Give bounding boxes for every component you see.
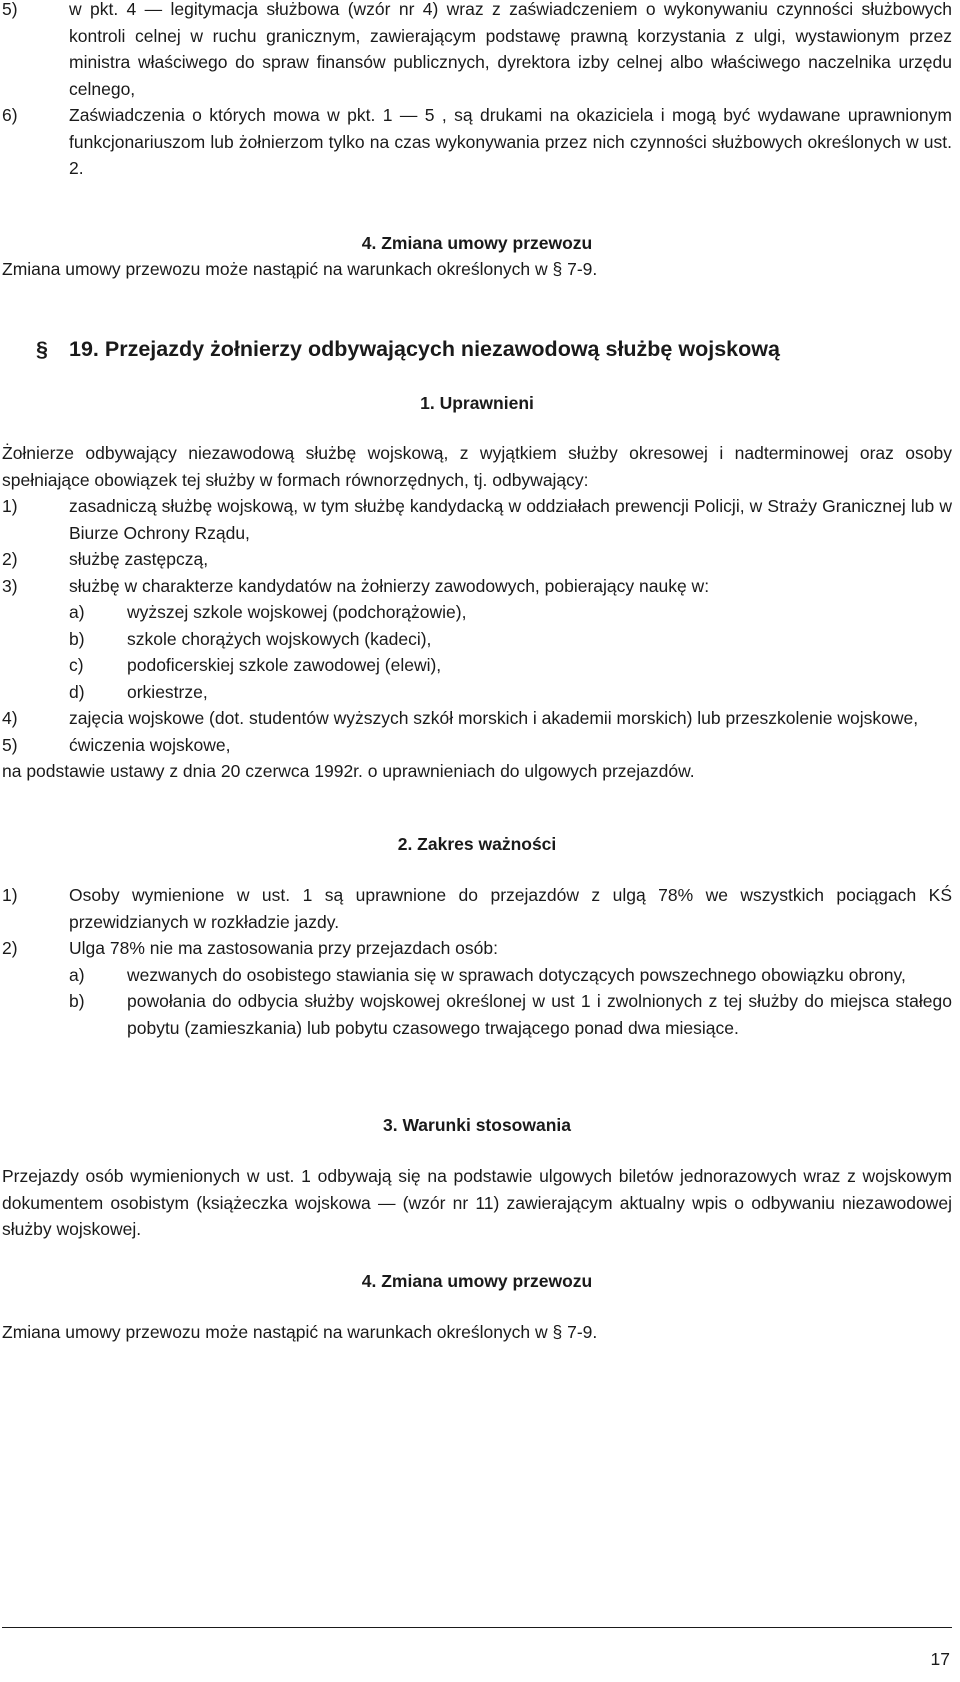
list-number: b) (69, 628, 85, 649)
list-number: c) (69, 655, 84, 675)
list-text: Zaświadczenia o których mowa w pkt. 1 — 5 , są drukami na okaziciela i mogą być wydawane uprawnionym funkcjonariuszom lub żołnierzom tylko na czas wykonywania przez nich czynności służbowych określonych w ust. 2. (69, 105, 952, 178)
list-number: 4) (2, 708, 18, 728)
section-sign: § (36, 337, 48, 361)
section-heading: 2. Zakres ważności (397, 834, 557, 854)
list-text: wyższej szkole wojskowej (podchorążowie), (127, 602, 467, 622)
section-heading: 3. Warunki stosowania (382, 1115, 571, 1135)
list-text: w pkt. 4 — legitymacja służbowa (wzór nr 4) wraz z zaświadczeniem o wykonywaniu czynności służbowych kontroli celnej w ruchu granicznym, zawierającym podstawę prawną korzystania z ulgi, wystawionym przez ministra właściwego do spraw finansów publicznych, dyrektora izby celnej albo właściwego naczelnika urzędu celnego, (69, 0, 952, 99)
sub-list-item (2, 599, 952, 626)
paragraph: Zmiana umowy przewozu może nastąpić na warunkach określonych w § 7-9. (2, 1322, 598, 1342)
entitled-section (2, 440, 952, 785)
list-number: d) (69, 681, 85, 702)
list-item (2, 882, 952, 935)
top-list (2, 0, 952, 182)
list-text: powołania do odbycia służby wojskowej określonej w ust 1 i zwolnionych z tej służby do miejsca stałego pobytu (zamieszkania) lub pobytu czasowego trwającego ponad dwa miesiące. (127, 991, 952, 1038)
paragraph: na podstawie ustawy z dnia 20 czerwca 1992r. o uprawnieniach do ulgowych przejazdów. (2, 761, 695, 781)
sub-list-item (2, 962, 952, 989)
list-item (2, 102, 952, 182)
chapter-title-text: 19. Przejazdy żołnierzy odbywających niezawodową służbę wojskową (69, 337, 780, 361)
list-number: 6) (2, 105, 18, 125)
paragraph: Przejazdy osób wymienionych w ust. 1 odbywają się na podstawie ulgowych biletów jednorazowych wraz z wojskowym dokumentem osobistym (książeczka wojskowa — (wzór nr 11) zawierającym aktualny wpis o odbywaniu niezawodowej służby wojskowej. (2, 1166, 952, 1239)
list-text: ćwiczenia wojskowe, (69, 734, 231, 755)
list-item (2, 493, 952, 546)
list-item (2, 0, 952, 102)
sub-list-item (2, 988, 952, 1041)
list-text: Ulga 78% nie ma zastosowania przy przejazdach osób: (69, 938, 498, 958)
paragraph: Zmiana umowy przewozu może nastąpić na warunkach określonych w § 7-9. (2, 259, 598, 279)
list-item (2, 935, 952, 962)
list-number: a) (69, 964, 85, 985)
list-number: 2) (2, 549, 18, 569)
list-number: 5) (2, 0, 18, 19)
list-text: szkole chorążych wojskowych (kadeci), (127, 628, 432, 649)
section-heading: 4. Zmiana umowy przewozu (361, 233, 593, 253)
list-item (2, 573, 952, 600)
list-text: służbę zastępczą, (69, 549, 209, 569)
list-item (2, 705, 952, 732)
list-number: 1) (2, 496, 18, 516)
list-text: orkiestrze, (127, 681, 208, 702)
list-text: służbę w charakterze kandydatów na żołnierzy zawodowych, pobierający naukę w: (69, 575, 710, 596)
list-number: a) (69, 602, 85, 622)
list-number: b) (69, 991, 85, 1011)
chapter-title (36, 334, 936, 364)
page-number: 17 (930, 1649, 950, 1669)
list-item (2, 546, 952, 573)
section-heading: 1. Uprawnieni (420, 393, 534, 413)
sub-list-item (2, 679, 952, 706)
section-heading: 4. Zmiana umowy przewozu (361, 1271, 593, 1291)
list-text: wezwanych do osobistego stawiania się w sprawach dotyczących powszechnego obowiązku obrony, (127, 964, 906, 985)
list-number: 3) (2, 575, 18, 596)
list-number: 5) (2, 734, 18, 755)
footer-divider (2, 1627, 952, 1628)
list-text: podoficerskiej szkole zawodowej (elewi), (127, 655, 442, 675)
sub-list-item (2, 626, 952, 653)
list-text: zajęcia wojskowe (dot. studentów wyższych szkół morskich i akademii morskich) lub przeszkolenie wojskowe, (69, 708, 919, 728)
list-text: zasadniczą służbę wojskową, w tym służbę kandydacką w oddziałach prewencji Policji, w Straży Granicznej lub w Biurze Ochrony Rządu, (69, 496, 952, 543)
paragraph: Żołnierze odbywający niezawodową służbę wojskową, z wyjątkiem służby okresowej i nadterminowej oraz osoby spełniające obowiązek tej służby w formach równorzędnych, tj. odbywający: (2, 443, 952, 490)
list-text: Osoby wymienione w ust. 1 są uprawnione do przejazdów z ulgą 78% we wszystkich pociągach KŚ przewidzianych w rozkładzie jazdy. (69, 885, 952, 932)
list-number: 1) (2, 885, 18, 905)
list-number: 2) (2, 938, 18, 958)
list-item (2, 732, 952, 759)
sub-list-item (2, 652, 952, 679)
scope-section (2, 882, 952, 1041)
